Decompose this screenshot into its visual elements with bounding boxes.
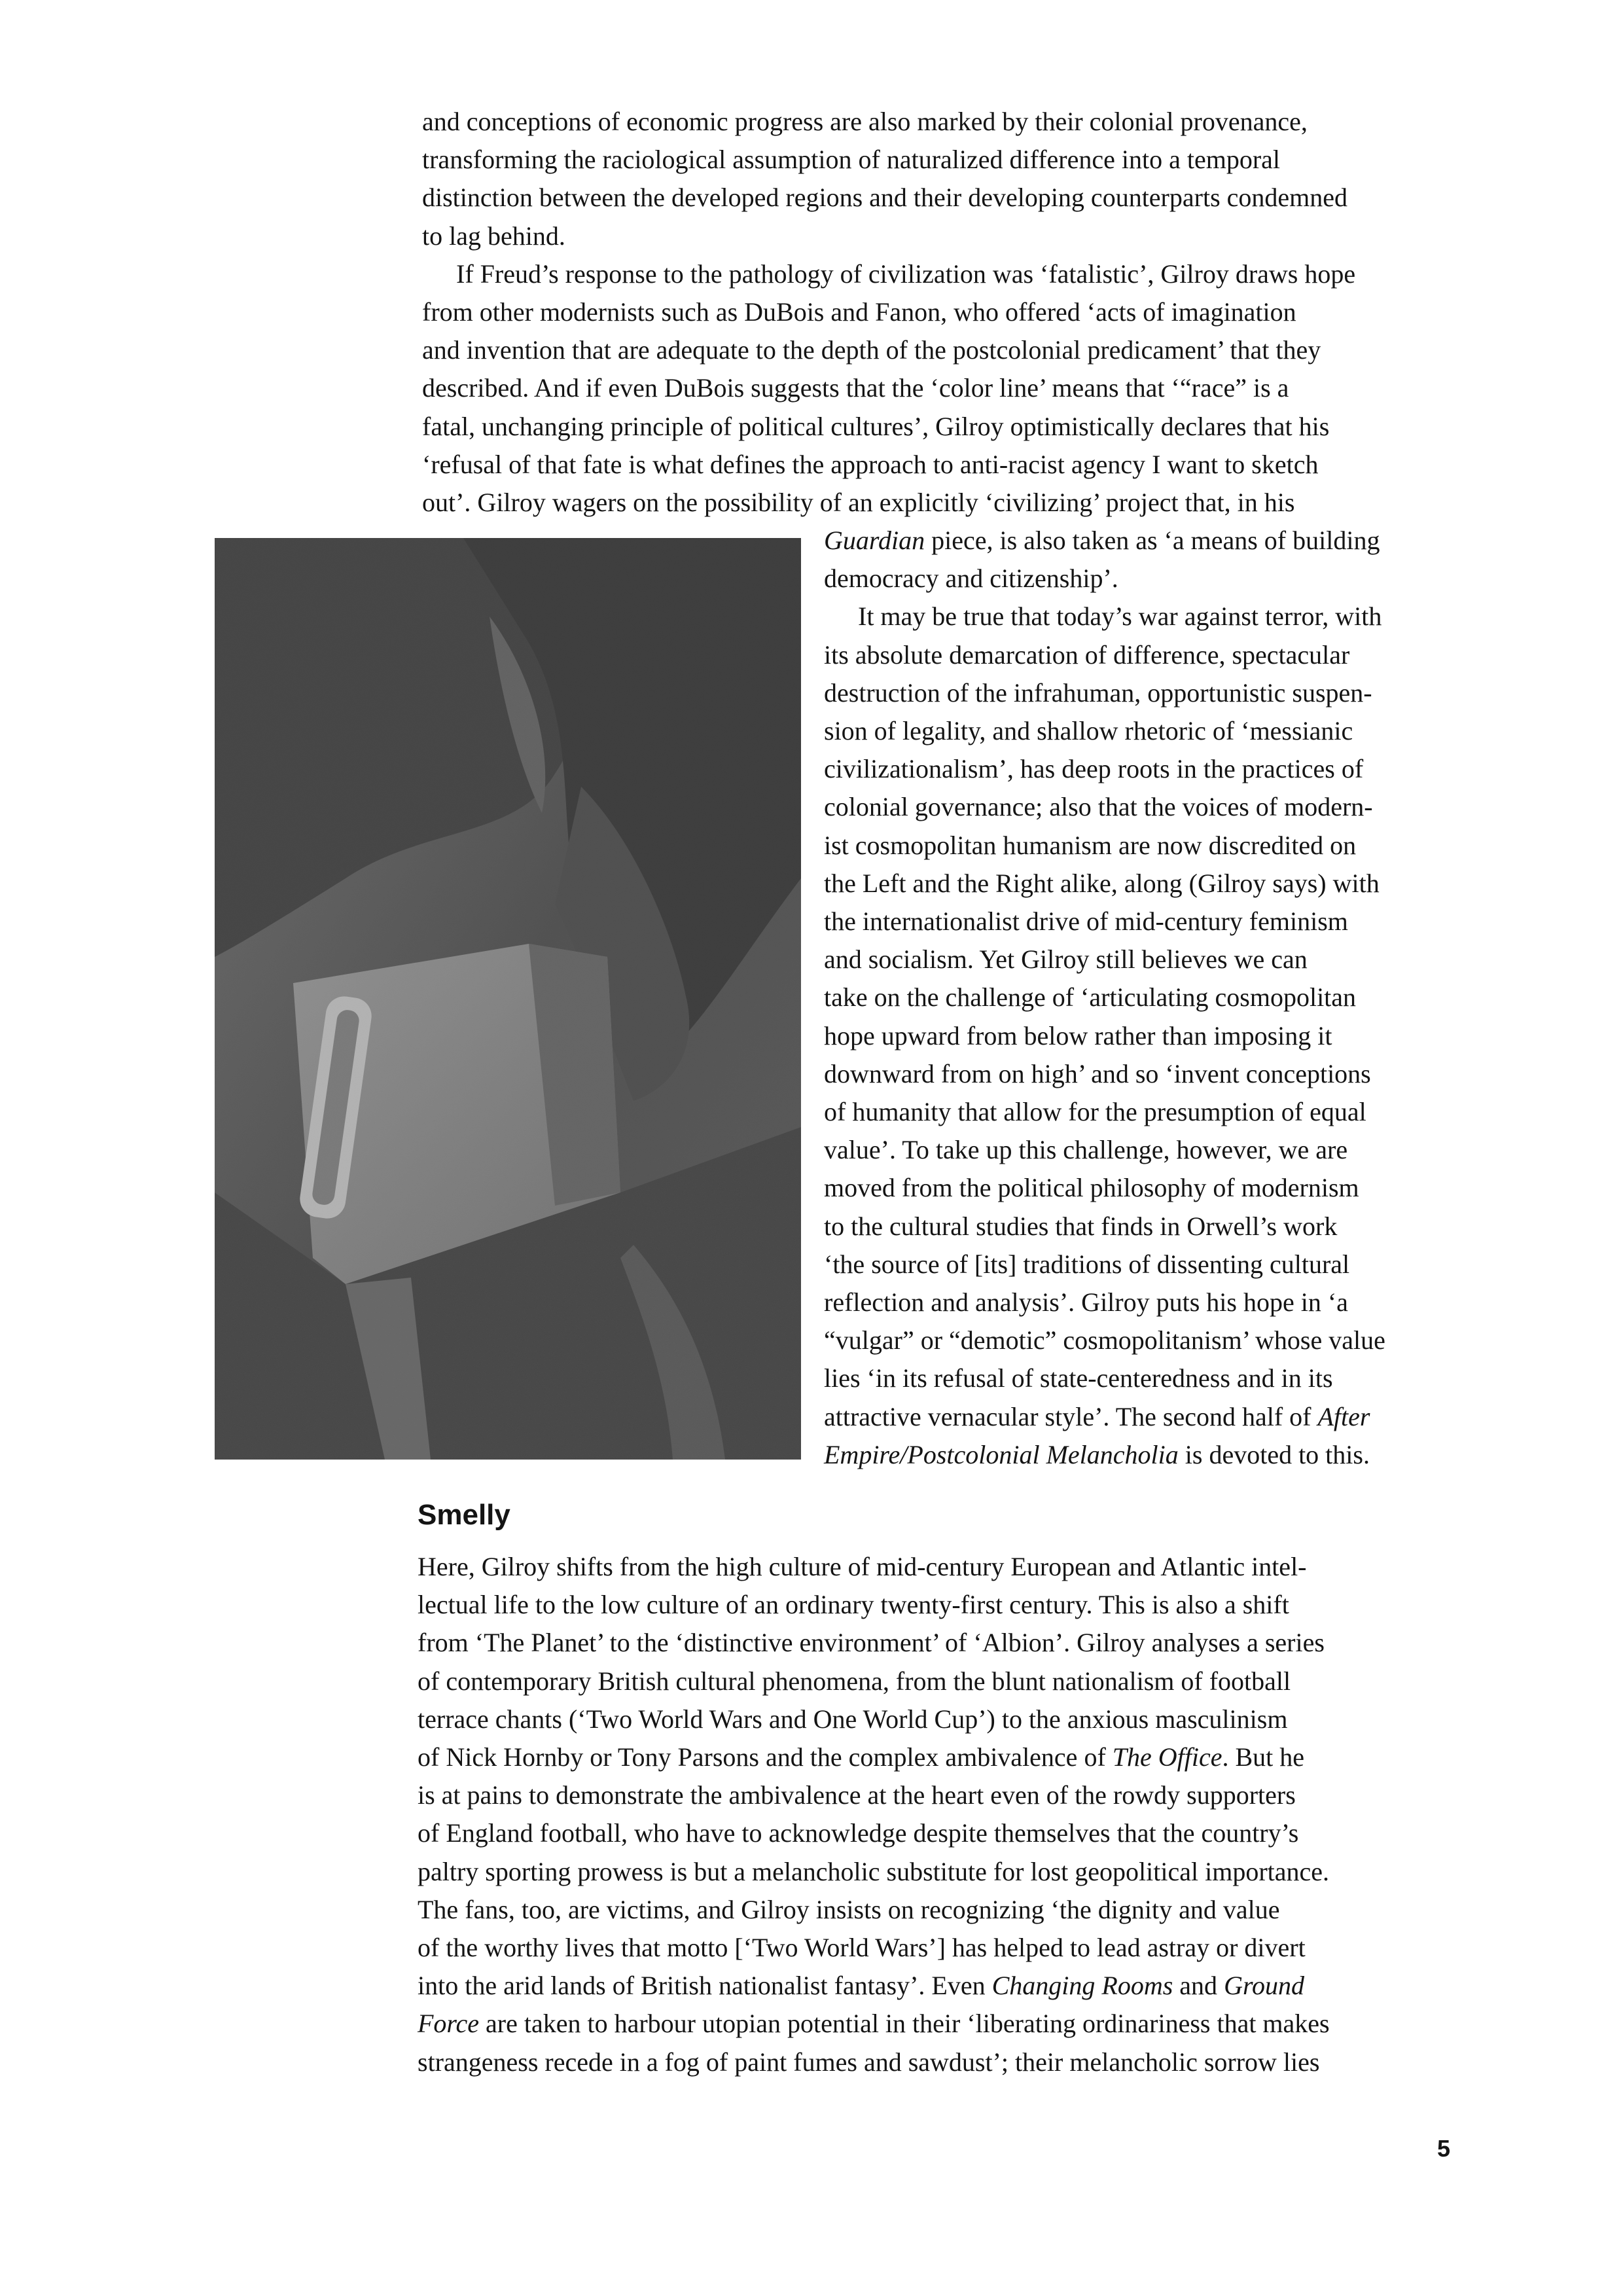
bottom-text-block xyxy=(418,1548,1478,2081)
office-line-post: . But he xyxy=(1222,1742,1305,1772)
paragraph-3-line xyxy=(824,1398,1472,1436)
paragraph-4-line: from ‘The Planet’ to the ‘distinctive environment’ of ‘Albion’. Gilroy analyses a series xyxy=(418,1628,1325,1658)
right-column-text xyxy=(824,522,1472,1474)
paragraph-3-line: ist cosmopolitan humanism are now discredited on xyxy=(824,830,1357,860)
paragraph-1-line: and conceptions of economic progress are also marked by their colonial provenance, xyxy=(422,107,1308,136)
paragraph-3-line: downward from on high’ and so ‘invent conceptions xyxy=(824,1058,1371,1088)
paragraph-2-line: described. And if even DuBois suggests that the ‘color line’ means that ‘“race” is a xyxy=(422,373,1289,403)
paragraph-3-line: and socialism. Yet Gilroy still believes we can xyxy=(824,944,1308,975)
paragraph-4-line xyxy=(418,2005,1478,2043)
paragraph-3-line: lies ‘in its refusal of state-centeredness and in its xyxy=(824,1363,1333,1393)
guardian-title: Guardian xyxy=(824,526,925,555)
paragraph-3-line: destruction of the infrahuman, opportunistic suspen- xyxy=(824,677,1372,708)
paragraph-3-line: to the cultural studies that finds in Orwell’s work xyxy=(824,1211,1338,1241)
paragraph-4-line: lectual life to the low culture of an ordinary twenty-first century. This is also a shift xyxy=(418,1590,1289,1620)
paragraph-3-line-23-text: is devoted to this. xyxy=(1178,1439,1370,1469)
paragraph-2-wrap-rest: piece, is also taken as ‘a means of building xyxy=(925,526,1380,555)
paragraph-4-line: of the worthy lives that motto [‘Two World Wars’] has helped to lead astray or divert xyxy=(418,1933,1306,1963)
paragraph-2-line: and invention that are adequate to the depth of the postcolonial predicament’ that they xyxy=(422,335,1321,365)
paragraph-3-line: reflection and analysis’. Gilroy puts his hope in ‘a xyxy=(824,1287,1348,1318)
paragraph-1-line: distinction between the developed regions and their developing counterparts condemned xyxy=(422,183,1348,213)
paragraph-3-line: the Left and the Right alike, along (Gilroy says) with xyxy=(824,868,1380,898)
paragraph-2-line: If Freud’s response to the pathology of civilization was ‘fatalistic’, Gilroy draws hope xyxy=(456,259,1356,289)
changing-rooms-line-and: and xyxy=(1173,1971,1224,2001)
paragraph-3-line: moved from the political philosophy of modernism xyxy=(824,1173,1359,1203)
office-line-pre: of Nick Hornby or Tony Parsons and the complex ambivalence of xyxy=(418,1742,1113,1772)
section-heading: Smelly xyxy=(418,1499,510,1531)
paragraph-2-last-line: democracy and citizenship’. xyxy=(824,564,1118,594)
force-line-rest: are taken to harbour utopian potential in their ‘liberating ordinariness that makes xyxy=(479,2009,1330,2039)
paragraph-4-line: terrace chants (‘Two World Wars and One World Cup’) to the anxious masculinism xyxy=(418,1704,1288,1734)
paragraph-2-wrap-line xyxy=(824,522,1472,560)
paragraph-3-line: value’. To take up this challenge, however, we are xyxy=(824,1135,1348,1165)
paragraph-3-line: of humanity that allow for the presumption of equal xyxy=(824,1097,1366,1127)
paragraph-3-line: hope upward from below rather than imposing it xyxy=(824,1020,1332,1050)
paragraph-4-line: strangeness recede in a fog of paint fumes and sawdust’; their melancholic sorrow lies xyxy=(418,2047,1320,2077)
grayscale-photo xyxy=(215,538,801,1460)
show-title-ground-force-part-1: Ground xyxy=(1224,1971,1305,2001)
paragraph-4-line: of England football, who have to acknowledge despite themselves that the country’s xyxy=(418,1818,1299,1848)
page-number: 5 xyxy=(1437,2135,1451,2162)
show-title-changing-rooms: Changing Rooms xyxy=(991,1971,1173,2001)
paragraph-4-line: of contemporary British cultural phenomena, from the blunt nationalism of football xyxy=(418,1666,1291,1696)
paragraph-2-line: ‘refusal of that fate is what defines the approach to anti-racist agency I want to sketch xyxy=(422,449,1319,479)
book-title-part-2: Empire/Postcolonial Melancholia xyxy=(824,1439,1179,1469)
paragraph-4-line: is at pains to demonstrate the ambivalence at the heart even of the rowdy supporters xyxy=(418,1780,1296,1810)
paragraph-3-line: colonial governance; also that the voices of modern- xyxy=(824,792,1373,822)
paragraph-3-line: ‘the source of [its] traditions of dissenting cultural xyxy=(824,1249,1350,1279)
top-text-block xyxy=(422,103,1469,522)
paragraph-4-line: The fans, too, are victims, and Gilroy insists on recognizing ‘the dignity and value xyxy=(418,1894,1280,1924)
book-title-part-1: After xyxy=(1317,1401,1370,1431)
show-title-ground-force-part-2: Force xyxy=(418,2009,480,2039)
paragraph-2-line: from other modernists such as DuBois and Fanon, who offered ‘acts of imagination xyxy=(422,297,1296,327)
paragraph-3-line: sion of legality, and shallow rhetoric of ‘messianic xyxy=(824,716,1353,746)
paragraph-1-line: transforming the raciological assumption of naturalized difference into a temporal xyxy=(422,145,1281,175)
paragraph-3-line: “vulgar” or “demotic” cosmopolitanism’ whose value xyxy=(824,1325,1385,1355)
paragraph-3-line: civilizationalism’, has deep roots in the practices of xyxy=(824,754,1364,784)
changing-rooms-line-pre: into the arid lands of British nationalist fantasy’. Even xyxy=(418,1971,992,2001)
paragraph-3-line: its absolute demarcation of difference, spectacular xyxy=(824,639,1350,670)
paragraph-3-line: take on the challenge of ‘articulating cosmopolitan xyxy=(824,982,1357,1013)
paragraph-4-line: Here, Gilroy shifts from the high culture of mid-century European and Atlantic intel- xyxy=(418,1552,1307,1581)
paragraph-3-line-22-text: attractive vernacular style’. The second half of xyxy=(824,1401,1318,1431)
paragraph-1-line: to lag behind. xyxy=(422,221,565,251)
paragraph-4-line xyxy=(418,1967,1478,2005)
paragraph-4-line xyxy=(418,1738,1478,1776)
paragraph-2-line: out’. Gilroy wagers on the possibility of an explicitly ‘civilizing’ project that, in his xyxy=(422,488,1295,518)
paragraph-3-line: It may be true that today’s war against terror, with xyxy=(858,601,1382,632)
paragraph-4-line: paltry sporting prowess is but a melancholic substitute for lost geopolitical importance. xyxy=(418,1856,1330,1886)
show-title-the-office: The Office xyxy=(1112,1742,1222,1772)
photo-figure xyxy=(215,538,801,1460)
paragraph-2-line: fatal, unchanging principle of political cultures’, Gilroy optimistically declares that his xyxy=(422,411,1330,441)
paragraph-3-line: the internationalist drive of mid-century feminism xyxy=(824,906,1348,937)
paragraph-3-line xyxy=(824,1436,1472,1474)
